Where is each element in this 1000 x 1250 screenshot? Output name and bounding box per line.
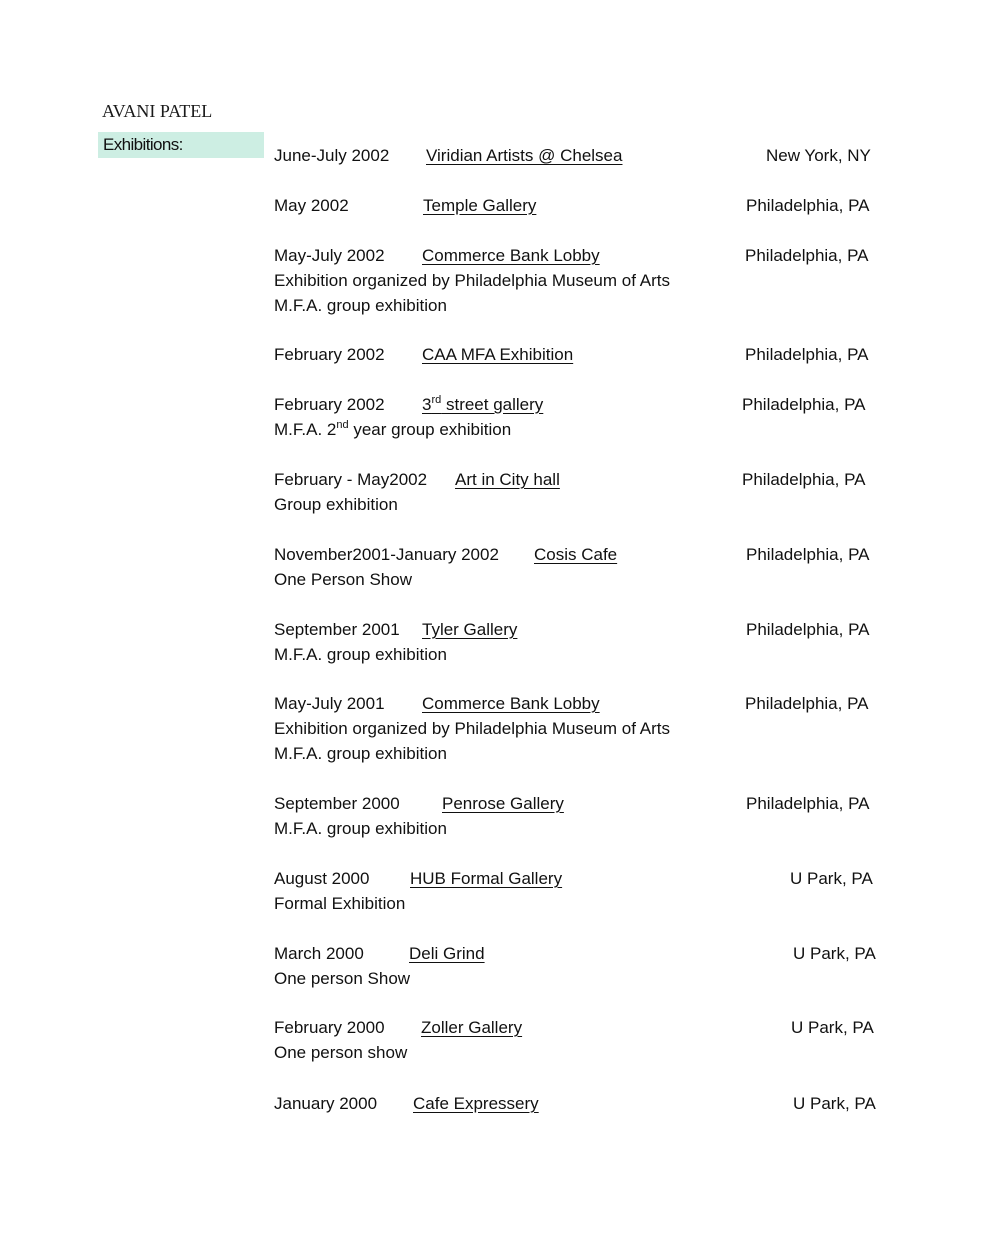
exhibition-entry (274, 193, 894, 218)
exhibition-venue: CAA MFA Exhibition (422, 345, 574, 364)
exhibition-venue: 3rd street gallery (422, 394, 544, 414)
exhibition-entry (274, 941, 894, 991)
exhibition-venue: HUB Formal Gallery (410, 869, 563, 888)
exhibition-note: Exhibition organized by Philadelphia Museum of Arts (274, 271, 670, 290)
exhibition-note: One Person Show (274, 570, 412, 589)
exhibition-venue: Commerce Bank Lobby (422, 694, 600, 713)
exhibition-note: Formal Exhibition (274, 894, 406, 913)
exhibition-date: May-July 2002 (274, 246, 385, 265)
exhibition-venue: Penrose Gallery (442, 794, 564, 813)
exhibition-entry (274, 392, 894, 442)
exhibition-location: Philadelphia, PA (745, 345, 869, 364)
exhibition-date: March 2000 (274, 944, 364, 963)
exhibition-location: U Park, PA (793, 944, 876, 963)
exhibition-entry (274, 243, 894, 318)
exhibition-location: Philadelphia, PA (742, 470, 866, 489)
exhibition-location: U Park, PA (790, 869, 873, 888)
exhibition-note: M.F.A. 2nd year group exhibition (274, 419, 512, 439)
exhibition-note: M.F.A. group exhibition (274, 296, 447, 315)
exhibition-date: November2001-January 2002 (274, 545, 499, 564)
exhibition-entry (274, 1091, 894, 1116)
exhibition-venue: Deli Grind (409, 944, 485, 963)
exhibition-entry (274, 143, 894, 168)
exhibition-location: New York, NY (766, 146, 871, 165)
exhibition-entry (274, 542, 894, 592)
exhibition-location: Philadelphia, PA (746, 620, 870, 639)
artist-name: AVANI PATEL (102, 101, 213, 121)
exhibition-date: May 2002 (274, 196, 349, 215)
exhibition-date: September 2001 (274, 620, 400, 639)
exhibition-location: Philadelphia, PA (745, 246, 869, 265)
exhibition-date: February - May2002 (274, 470, 428, 489)
exhibition-venue: Temple Gallery (423, 196, 537, 215)
exhibition-location: Philadelphia, PA (746, 794, 870, 813)
exhibition-note: Group exhibition (274, 495, 398, 514)
exhibition-entry (274, 866, 894, 916)
exhibition-date: August 2000 (274, 869, 370, 888)
exhibition-date: February 2000 (274, 1018, 385, 1037)
exhibition-venue: Tyler Gallery (422, 620, 518, 639)
exhibition-location: U Park, PA (793, 1094, 876, 1113)
exhibition-date: February 2002 (274, 395, 385, 414)
exhibition-venue: Commerce Bank Lobby (422, 246, 600, 265)
exhibition-venue: Art in City hall (455, 470, 560, 489)
exhibition-entry (274, 791, 894, 841)
exhibition-venue: Cafe Expressery (413, 1094, 539, 1113)
exhibition-entry (274, 691, 894, 766)
exhibition-note: One person Show (274, 969, 411, 988)
exhibition-entry (274, 342, 894, 367)
exhibition-note: M.F.A. group exhibition (274, 744, 447, 763)
exhibition-venue: Viridian Artists @ Chelsea (426, 146, 623, 165)
exhibition-date: January 2000 (274, 1094, 378, 1113)
exhibition-note: One person show (274, 1043, 408, 1062)
exhibitions-heading: Exhibitions: (98, 132, 264, 158)
exhibition-location: Philadelphia, PA (742, 395, 866, 414)
exhibition-entry (274, 467, 894, 517)
exhibition-venue: Zoller Gallery (421, 1018, 523, 1037)
exhibition-note: Exhibition organized by Philadelphia Museum of Arts (274, 719, 670, 738)
exhibition-note: M.F.A. group exhibition (274, 645, 447, 664)
exhibition-date: February 2002 (274, 345, 385, 364)
exhibition-date: June-July 2002 (274, 146, 390, 165)
exhibition-entry (274, 1015, 894, 1065)
exhibition-location: Philadelphia, PA (746, 196, 870, 215)
exhibition-date: September 2000 (274, 794, 400, 813)
exhibition-entry (274, 617, 894, 667)
exhibition-location: U Park, PA (791, 1018, 874, 1037)
exhibition-location: Philadelphia, PA (746, 545, 870, 564)
exhibition-note: M.F.A. group exhibition (274, 819, 447, 838)
exhibition-location: Philadelphia, PA (745, 694, 869, 713)
exhibition-date: May-July 2001 (274, 694, 385, 713)
exhibition-venue: Cosis Cafe (534, 545, 618, 564)
